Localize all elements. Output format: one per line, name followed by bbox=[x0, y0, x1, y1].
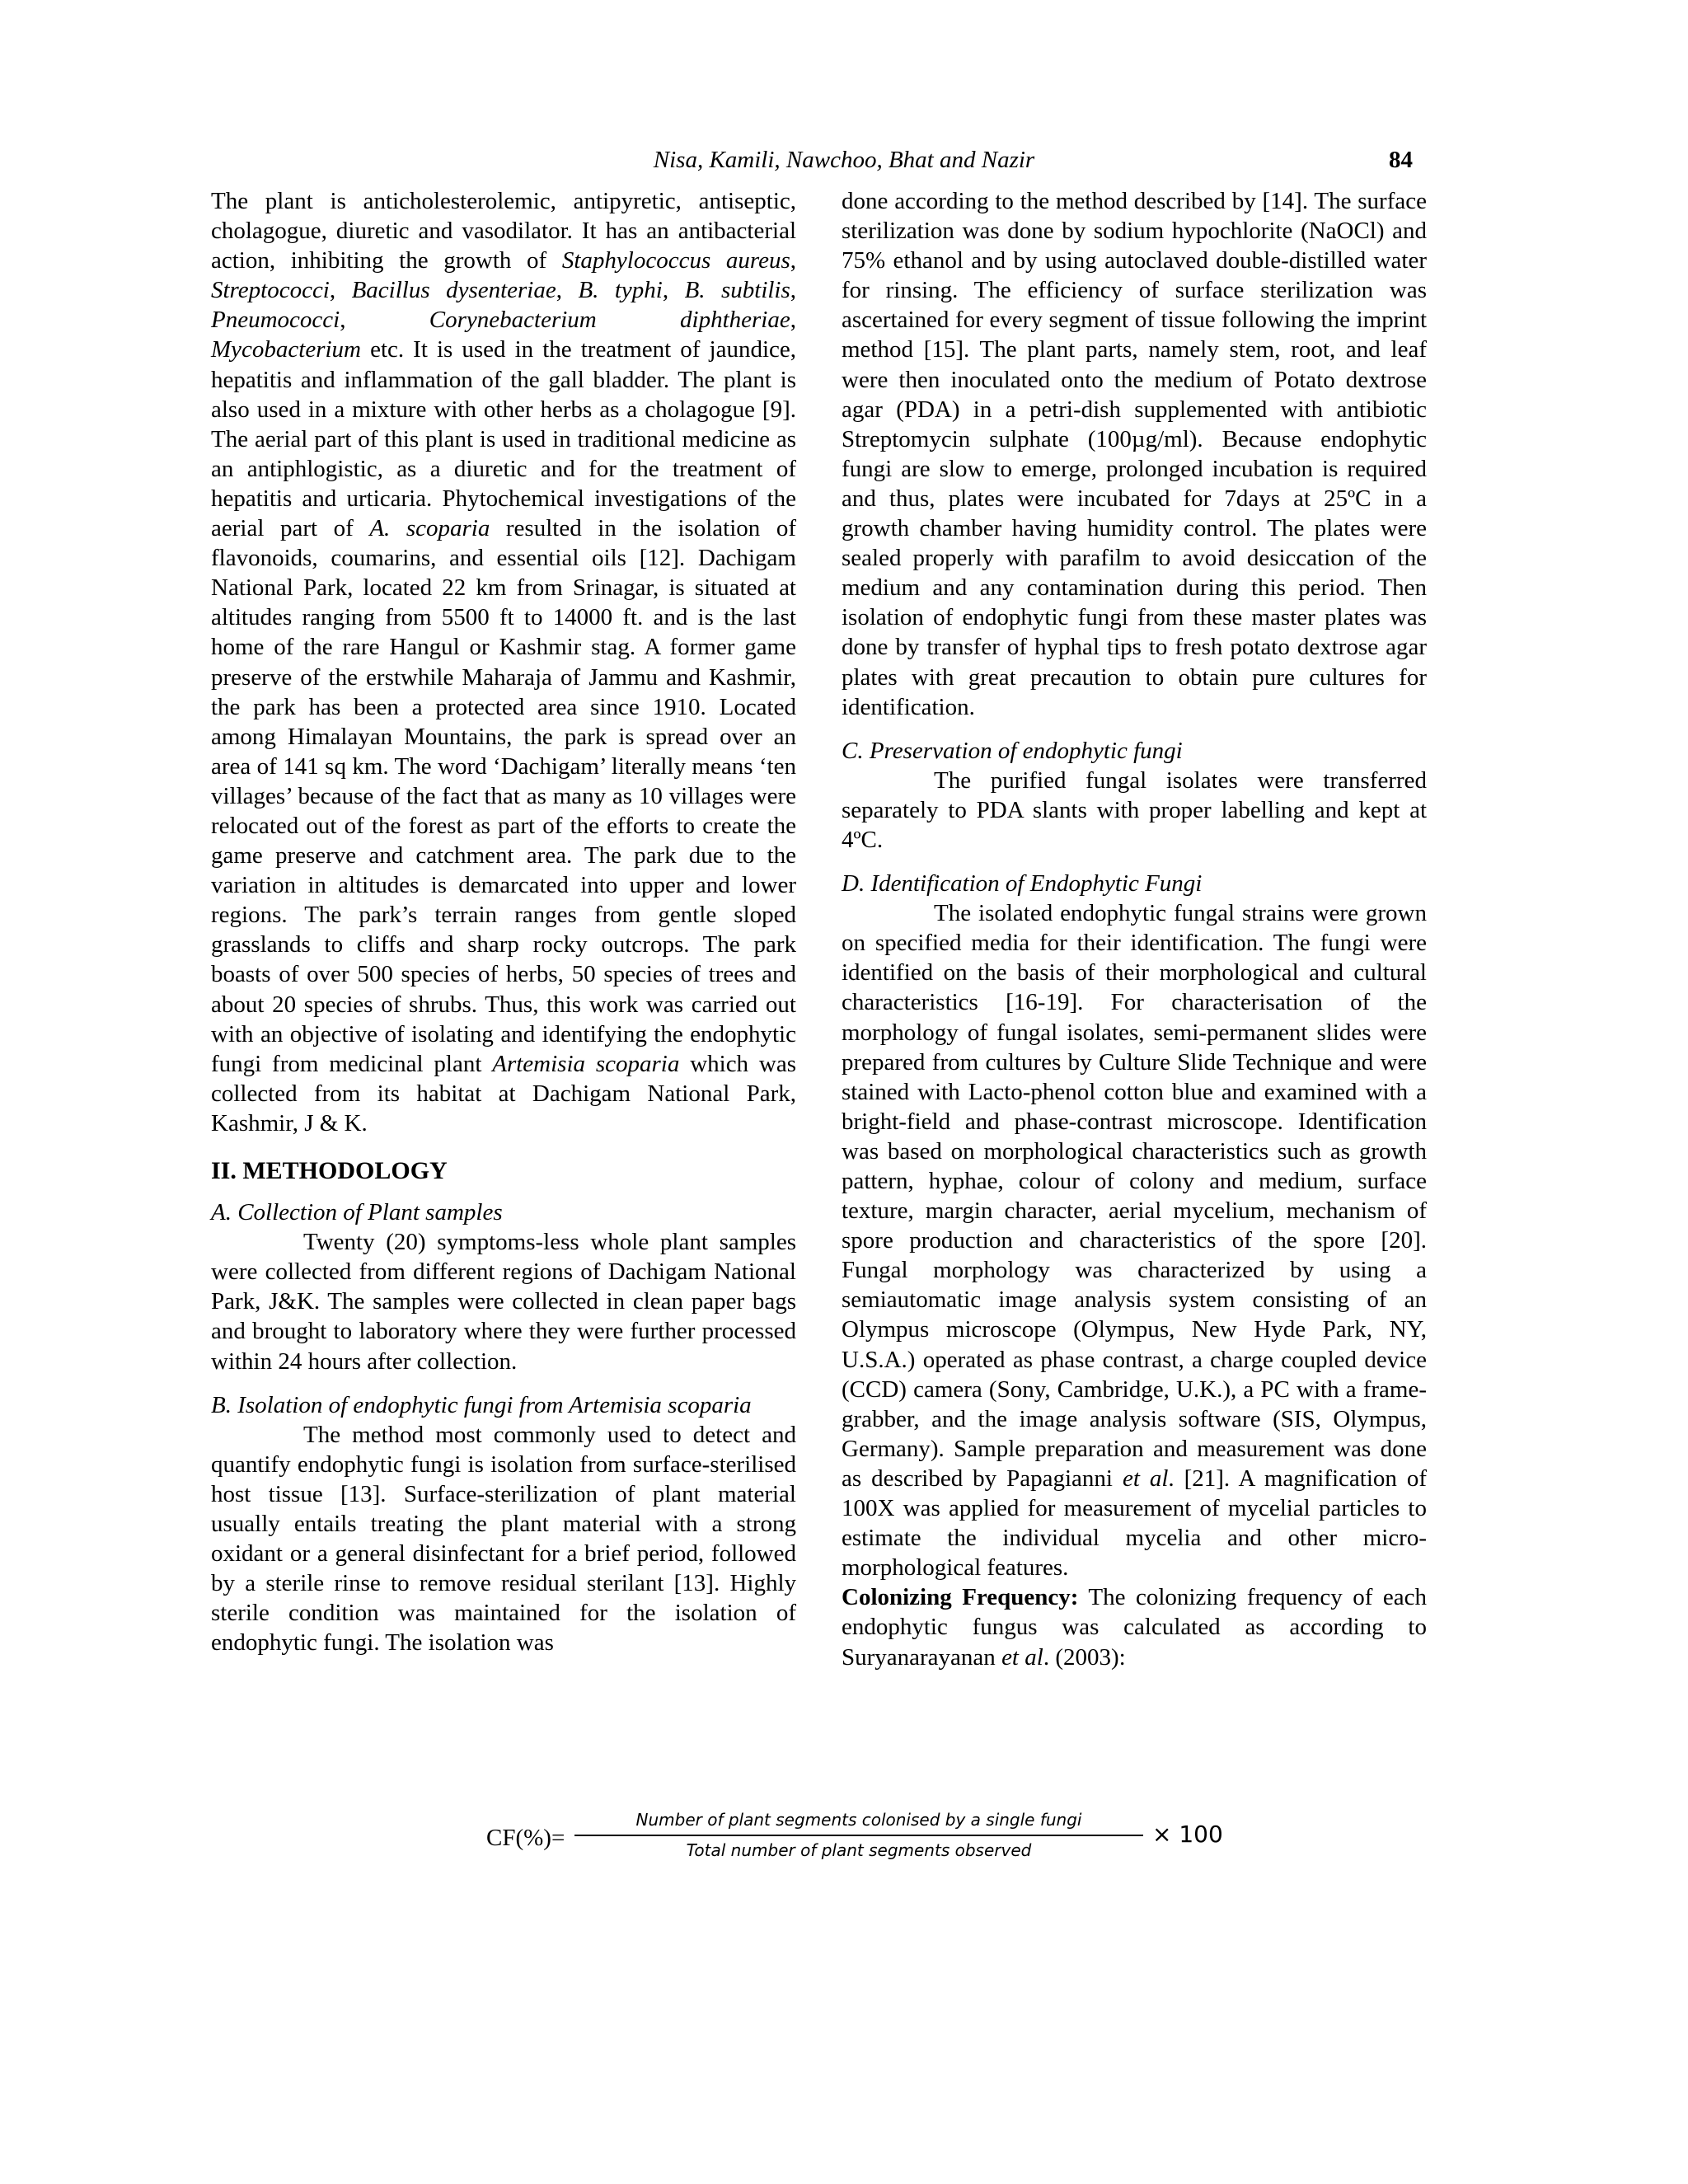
italic-term: Staphylococcus aureus bbox=[561, 247, 790, 274]
right-column bbox=[842, 186, 1427, 1672]
subheading-preservation: C. Preservation of endophytic fungi bbox=[842, 737, 1183, 764]
subheading-identification: D. Identification of Endophytic Fungi bbox=[842, 870, 1203, 898]
text-run: . [21]. A magnification of 100X was applied for measurement of mycelial particles to estimate the individual mycelia and other micro-morphological features. bbox=[842, 1465, 1427, 1582]
italic-term: Pneumococci bbox=[211, 307, 340, 334]
text-run: , bbox=[340, 307, 429, 334]
subheading-isolation: B. Isolation of endophytic fungi from Artemisia scoparia bbox=[211, 1391, 752, 1418]
formula-numerator: Number of plant segments colonised by a single fungi bbox=[574, 1807, 1143, 1836]
formula-lhs: CF(%)= bbox=[486, 1825, 565, 1851]
page-header bbox=[0, 143, 1688, 176]
italic-term: Corynebacterium diphtheriae bbox=[429, 307, 790, 334]
italic-term: A. scoparia bbox=[369, 515, 490, 542]
page-number: 84 bbox=[1389, 147, 1413, 173]
italic-term: B. typhi bbox=[578, 277, 663, 304]
italic-term: et al bbox=[1001, 1643, 1043, 1671]
text-run: resulted in the isolation of flavonoids, coumarins, and essential oils [12]. Dachigam National Park, located 22 km from Srinagar, is situated at altitudes ranging from 5500 ft to 14000 ft. and is the last home of the rare Hangul or Kashmir stag. A former game preserve of the erstwhile Maharaja of Jammu and Kashmir, the park has been a protected area since 1910. Located among Himalayan Mountains, the park is spread over an area of 141 sq km. The word ‘Dachigam’ literally means ‘ten villages’ because of the fact that as many as 10 villages were relocated out of the forest as part of the efforts to create the game preserve and catchment area. The park due to the variation in altitudes is demarcated into upper and lower regions. The park’s terrain ranges from gentle sloped grasslands to cliffs and sharp rocky outcrops. The park boasts of over 500 species of herbs, 50 species of trees and about 20 species of shrubs. Thus, this work was carried out with an objective of isolating and identifying the endophytic fungi from medicinal plant bbox=[211, 515, 796, 1077]
paragraph-preservation: The purified fungal isolates were transferred separately to PDA slants with proper labelling and kept at 4ºC. bbox=[842, 766, 1427, 853]
text-run: , bbox=[556, 277, 579, 304]
intro-paragraph bbox=[211, 186, 796, 1138]
text-run: , bbox=[329, 277, 352, 304]
italic-term: Artemisia scoparia bbox=[492, 1050, 680, 1077]
italic-term: Streptococci bbox=[211, 277, 330, 304]
paragraph-colonizing-frequency bbox=[842, 1582, 1427, 1671]
text-run: . (2003): bbox=[1043, 1643, 1126, 1671]
colonizing-frequency-label: Colonizing Frequency: bbox=[842, 1584, 1079, 1611]
text-run: , bbox=[790, 307, 796, 334]
section-heading-methodology: II. METHODOLOGY bbox=[211, 1157, 448, 1184]
italic-term: B. subtilis bbox=[684, 277, 790, 304]
text-run: The plant is anticholesterolemic, antipyretic, antiseptic, cholagogue, diuretic and vasodilator. It has an antibacterial action, inhibiting the growth of bbox=[211, 188, 796, 274]
text-run: , bbox=[790, 247, 796, 274]
formula-fraction bbox=[574, 1807, 1143, 1863]
text-run: , bbox=[790, 277, 797, 304]
text-run: , bbox=[662, 277, 685, 304]
italic-term: Mycobacterium bbox=[211, 336, 361, 363]
cf-formula bbox=[486, 1807, 1311, 1873]
italic-term: Bacillus dysenteriae bbox=[351, 277, 556, 304]
paragraph-isolation: The method most commonly used to detect and quantify endophytic fungi is isolation from surface-sterilised host tissue [13]. Surface-sterilization of plant material usually entails treating the plant material with a strong oxidant or a general disinfectant for a brief period, followed by a sterile rinse to remove residual sterilant [13]. Highly sterile condition was maintained for the isolation of endophytic fungi. The isolation was bbox=[211, 1421, 796, 1657]
formula-denominator: Total number of plant segments observed bbox=[686, 1840, 1032, 1860]
text-run: etc. It is used in the treatment of jaundice, hepatitis and inflammation of the gall bladder. The plant is also used in a mixture with other herbs as a cholagogue [9]. The aerial part of this plant is used in traditional medicine as an antiphlogistic, as a diuretic and for the treatment of hepatitis and urticaria. Phytochemical investigations of the aerial part of bbox=[211, 336, 796, 542]
formula-multiplier: × 100 bbox=[1152, 1821, 1223, 1848]
italic-term: et al bbox=[1122, 1465, 1169, 1492]
paragraph-isolation-continued: done according to the method described by [14]. The surface sterilization was done by sodium hypochlorite (NaOCl) and 75% ethanol and by using autoclaved double-distilled water for rinsing. The efficiency of surface sterilization was ascertained for every segment of tissue following the imprint method [15]. The plant parts, namely stem, root, and leaf were then inoculated onto the medium of Potato dextrose agar (PDA) in a petri-dish supplemented with antibiotic Streptomycin sulphate (100µg/ml). Because endophytic fungi are slow to emerge, prolonged incubation is required and thus, plates were incubated for 7days at 25ºC in a growth chamber having humidity control. The plates were sealed properly with parafilm to avoid desiccation of the medium and any contamination during this period. Then isolation of endophytic fungi from these master plates was done by transfer of hyphal tips to fresh potato dextrose agar plates with great precaution to obtain pure cultures for identification. bbox=[842, 188, 1427, 720]
paragraph-collection: Twenty (20) symptoms-less whole plant samples were collected from different regions of Dachigam National Park, J&K. The samples were collected in clean paper bags and brought to laboratory where they were further processed within 24 hours after collection. bbox=[211, 1229, 796, 1375]
paragraph-identification bbox=[842, 898, 1427, 1582]
text-run: The isolated endophytic fungal strains were grown on specified media for their identification. The fungi were identified on the basis of their morphological and cultural characteristics [16-19]. For characterisation of the morphology of fungal isolates, semi-permanent slides were prepared from cultures by Culture Slide Technique and were stained with Lacto-phenol cotton blue and examined with a bright-field and phase-contrast microscope. Identification was based on morphological characteristics such as growth pattern, hyphae, colour of colony and medium, surface texture, margin character, aerial mycelium, mechanism of spore production and characteristics of the spore [20]. Fungal morphology was characterized by using a semiautomatic image analysis system consisting of an Olympus microscope (Olympus, New Hyde Park, NY, U.S.A.) operated as phase contrast, a charge coupled device (CCD) camera (Sony, Cambridge, U.K.), a PC with a frame-grabber, and the image analysis software (SIS, Olympus, Germany). Sample preparation and measurement was done as described by Papagianni bbox=[842, 900, 1427, 1492]
subheading-collection: A. Collection of Plant samples bbox=[211, 1199, 503, 1226]
left-column bbox=[211, 186, 796, 1658]
text-run: which was collected from its habitat at Dachigam National Park, Kashmir, J & K. bbox=[211, 1050, 796, 1137]
running-head-authors: Nisa, Kamili, Nawchoo, Bhat and Nazir bbox=[653, 147, 1035, 173]
text-run: The colonizing frequency of each endophytic fungus was calculated as according to Suryanarayanan bbox=[842, 1584, 1427, 1671]
